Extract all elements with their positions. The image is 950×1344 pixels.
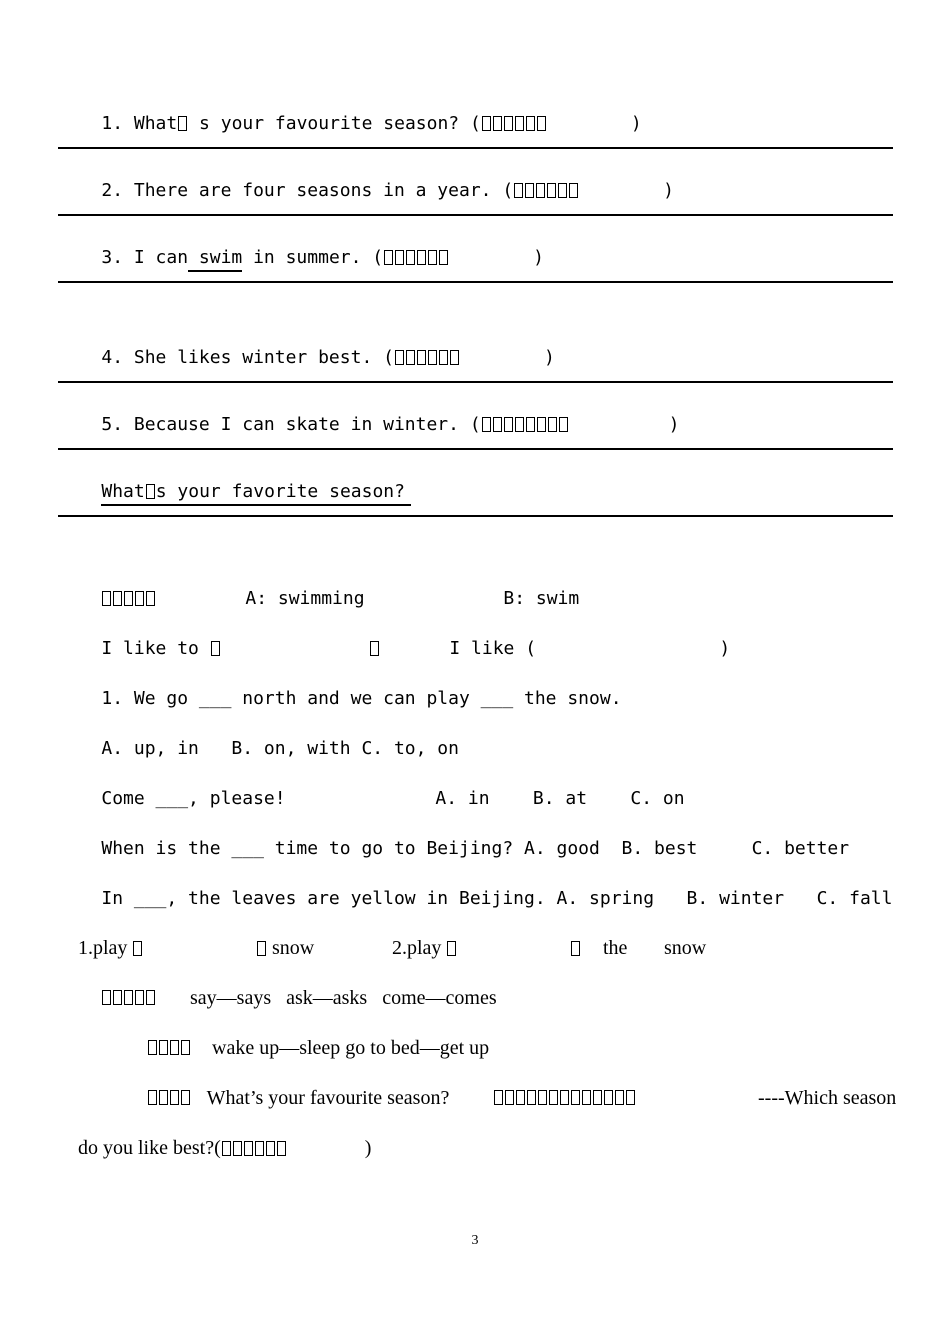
question-1: [58, 88, 642, 160]
choice-label: [101, 588, 156, 609]
sentence-text: What’s your favourite season?: [206, 1087, 450, 1109]
mc-options-2-text: A. in B. at C. on: [435, 788, 685, 809]
sentence-alt-text: ----Which season: [758, 1087, 897, 1109]
last-row-close: ): [364, 1137, 372, 1159]
answer-line-3: [58, 281, 893, 283]
question-3-underlined-word: swim: [188, 246, 242, 272]
sentence-label-text: [147, 1087, 191, 1108]
mc-question-4: [58, 863, 892, 935]
last-row: [58, 1112, 371, 1185]
sentence-cn-text: [493, 1087, 636, 1108]
question-5-cn: [481, 414, 569, 435]
answer-line-4: [58, 381, 893, 383]
mc-question-4-text: In ___, the leaves are yellow in Beijing. A. spring B. winter C. fall: [101, 888, 893, 909]
question-4-text: 4. She likes winter best. (: [101, 347, 394, 368]
answer-line-6: [58, 515, 893, 517]
question-4: [58, 322, 555, 394]
question-4-cn: [394, 347, 460, 368]
question-3: [58, 222, 544, 296]
mc-options-1-text: A. up, in B. on, with C. to, on: [101, 738, 459, 759]
verbs-label-text: [101, 987, 156, 1008]
question-3-cn: [383, 247, 449, 268]
choice-b-text: B: swim: [503, 588, 580, 609]
play-row-2-snow: [644, 912, 706, 984]
answer-line-1: [58, 147, 893, 149]
like-row-close: [676, 613, 730, 685]
bracket-open-glyph: [133, 941, 142, 956]
play-2-the: the: [603, 937, 628, 959]
like-to-text: I like to: [101, 638, 199, 659]
play-2-text: 2.play: [392, 937, 442, 959]
question-4-close: ): [543, 347, 555, 368]
favorite-season-question: [58, 456, 411, 530]
bracket-close-glyph: [370, 641, 379, 656]
opposites-label-text: [147, 1037, 191, 1058]
question-5-close: ): [668, 414, 680, 435]
bracket-close-glyph: [257, 941, 266, 956]
like-close: ): [719, 638, 731, 659]
question-2: [58, 155, 674, 227]
bracket-open-glyph: [447, 941, 456, 956]
answer-line-5: [58, 448, 893, 450]
mc-question-3-text: When is the ___ time to go to Beijing? A. good B. best C. better: [101, 838, 850, 859]
play-1-snow: snow: [272, 937, 315, 959]
question-1-close: ): [630, 113, 642, 134]
question-3-close: ): [533, 247, 544, 268]
question-2-close: ): [663, 180, 675, 201]
question-3-post: in summer. (: [242, 247, 384, 268]
opposite-bed: go to bed—get up: [345, 1037, 490, 1059]
mc-question-1-text: 1. We go ___ north and we can play ___ the snow.: [101, 688, 622, 709]
sentence-cn: [450, 1062, 636, 1134]
like-text: I like (: [449, 638, 537, 659]
question-1-cn: [481, 113, 547, 134]
play-row-2-the: [583, 912, 627, 984]
question-1-text: 1. What s your favourite season? (: [101, 113, 481, 134]
sentence-alt: [738, 1062, 896, 1134]
favorite-season-text: What s your favorite season?: [101, 480, 411, 506]
question-5: [58, 389, 680, 461]
opposite-wake: wake up—sleep: [212, 1037, 341, 1059]
play-1-text: 1.play: [78, 937, 128, 959]
mc-question-2-text: Come ___, please!: [101, 788, 286, 809]
answer-line-2: [58, 214, 893, 216]
verb-come: come—comes: [382, 987, 497, 1009]
play-2-snow: snow: [664, 937, 707, 959]
verb-ask: ask—asks: [286, 987, 368, 1009]
question-5-text: 5. Because I can skate in winter. (: [101, 414, 481, 435]
choice-a-text: A: swimming: [245, 588, 365, 609]
last-row-text: do you like best?(: [78, 1137, 221, 1159]
verb-say: say—says: [190, 987, 272, 1009]
page-number: 3: [471, 1233, 479, 1248]
bracket-open-glyph: [211, 641, 220, 656]
last-row-cn: [221, 1138, 287, 1159]
question-2-text: 2. There are four seasons in a year. (: [101, 180, 514, 201]
bracket-close-glyph: [571, 941, 580, 956]
question-3-pre: 3. I can: [101, 247, 189, 268]
play-row-2-end: [550, 912, 581, 984]
question-2-cn: [513, 180, 579, 201]
